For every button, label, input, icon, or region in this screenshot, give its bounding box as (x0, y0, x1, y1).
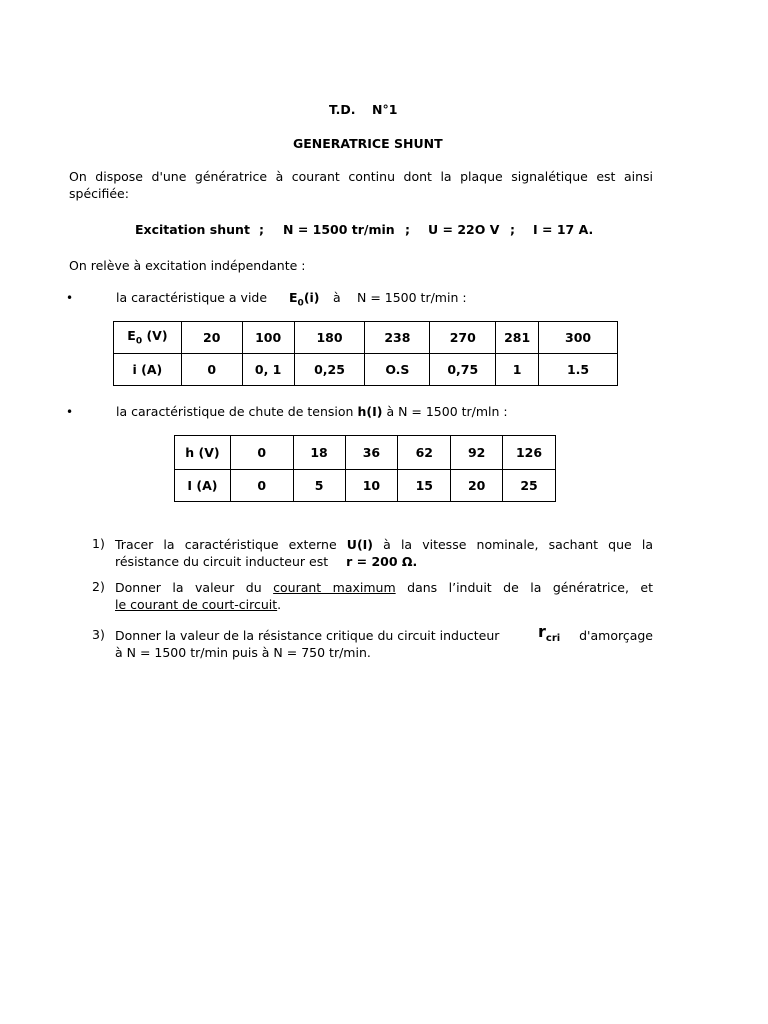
q1-text-c: à la vitesse nominale, sachant que la (383, 537, 653, 552)
function-subscript: 0 (297, 298, 304, 309)
section1-at: à (333, 290, 341, 305)
section2-line (116, 404, 508, 420)
table-no-load-characteristic (113, 321, 618, 386)
row-label-i: I (A) (175, 470, 231, 502)
subtitle: GENERATRICE SHUNT (293, 136, 443, 151)
question-1-number: 1) (92, 536, 105, 551)
question-3 (115, 622, 653, 661)
q2-text-c: dans l’induit de la génératrice, et (407, 580, 654, 595)
label-letter: E (127, 328, 136, 344)
table-cell: 281 (496, 322, 539, 354)
table-row (175, 436, 556, 470)
label-unit: (V) (142, 328, 168, 344)
plate-excitation: Excitation shunt (135, 222, 250, 237)
question-1-line-2 (115, 553, 653, 570)
question-1-line-1 (115, 536, 653, 553)
function-letter: E (289, 290, 298, 305)
q1-resistance: r = 200 Ω. (346, 554, 418, 569)
q2-text-a: Donner la valeur du (115, 580, 262, 595)
plate-separator: ; (259, 222, 264, 237)
table-row (175, 470, 556, 502)
plate-voltage: U = 22O V (428, 222, 500, 237)
plate-separator: ; (510, 222, 515, 237)
table-cell: 1.5 (539, 354, 618, 386)
table-cell: 0 (181, 354, 242, 386)
table-voltage-drop-characteristic (174, 435, 556, 502)
intro-line-1: On dispose d'une génératrice à courant continu dont la plaque signalétique est ainsi (69, 169, 653, 184)
table-cell: 238 (365, 322, 430, 354)
q2-short-circuit: le courant de court-circuit (115, 597, 278, 612)
table-cell: 5 (293, 470, 345, 502)
question-2-line-2 (115, 596, 653, 613)
q2-max-current: courant maximum (273, 580, 396, 595)
q3-subscript: cri (545, 633, 561, 645)
q2-period: . (277, 597, 282, 612)
bullet-1: • (66, 291, 74, 305)
measure-intro: On relève à excitation indépendante : (69, 258, 306, 273)
question-2-line-1 (115, 579, 653, 596)
q3-text-c: d'amorçage (579, 628, 653, 643)
intro-line-2: spécifiée: (69, 186, 129, 201)
table-cell: 25 (503, 470, 556, 502)
table-cell: 0 (230, 470, 293, 502)
question-2 (115, 579, 653, 613)
table-cell: 20 (451, 470, 503, 502)
table-cell: 100 (242, 322, 294, 354)
question-1 (115, 536, 653, 570)
section2-function: h(I) (357, 404, 383, 419)
title-number: N°1 (372, 102, 398, 117)
plate-separator: ; (405, 222, 410, 237)
function-argument: (i) (303, 290, 320, 305)
question-2-number: 2) (92, 579, 105, 594)
table-cell: 15 (398, 470, 451, 502)
q1-text-d: résistance du circuit inducteur est (115, 554, 329, 569)
section1-function (289, 290, 320, 312)
q3-r: r (538, 622, 546, 641)
q3-symbol (538, 623, 560, 647)
table-row (114, 354, 618, 386)
table-cell: 300 (539, 322, 618, 354)
table-cell: 1 (496, 354, 539, 386)
row-label-e0 (114, 322, 182, 354)
table-cell: 18 (293, 436, 345, 470)
question-3-line-1 (115, 622, 653, 645)
title-td: T.D. (329, 102, 356, 117)
table-cell: 20 (181, 322, 242, 354)
table-row (114, 322, 618, 354)
table-cell: 0,25 (294, 354, 365, 386)
table-cell: 0 (230, 436, 293, 470)
q1-text-a: Tracer la caractéristique externe (115, 537, 337, 552)
question-3-line-2: à N = 1500 tr/min puis à N = 750 tr/min. (115, 645, 371, 660)
question-3-number: 3) (92, 627, 105, 642)
table-cell: 270 (430, 322, 496, 354)
q1-function: U(I) (346, 537, 374, 552)
table-cell: 62 (398, 436, 451, 470)
section1-speed: N = 1500 tr/min : (357, 290, 467, 305)
table-cell: 126 (503, 436, 556, 470)
row-label-i: i (A) (114, 354, 182, 386)
label-subscript: 0 (135, 336, 143, 347)
bullet-2: • (66, 405, 74, 419)
table-cell: 10 (345, 470, 398, 502)
table-cell: 0, 1 (242, 354, 294, 386)
table-cell: 180 (294, 322, 365, 354)
section2-rest: à N = 1500 tr/mln : (386, 404, 508, 419)
q3-text-a: Donner la valeur de la résistance critique du circuit inducteur (115, 628, 500, 643)
section1-text: la caractéristique a vide (116, 290, 268, 305)
table-cell: 0,75 (430, 354, 496, 386)
table-cell: O.S (365, 354, 430, 386)
row-label-h: h (V) (175, 436, 231, 470)
plate-current: I = 17 A. (533, 222, 594, 237)
section2-text: la caractéristique de chute de tension (116, 404, 354, 419)
table-cell: 92 (451, 436, 503, 470)
table-cell: 36 (345, 436, 398, 470)
plate-speed: N = 1500 tr/min (283, 222, 395, 237)
